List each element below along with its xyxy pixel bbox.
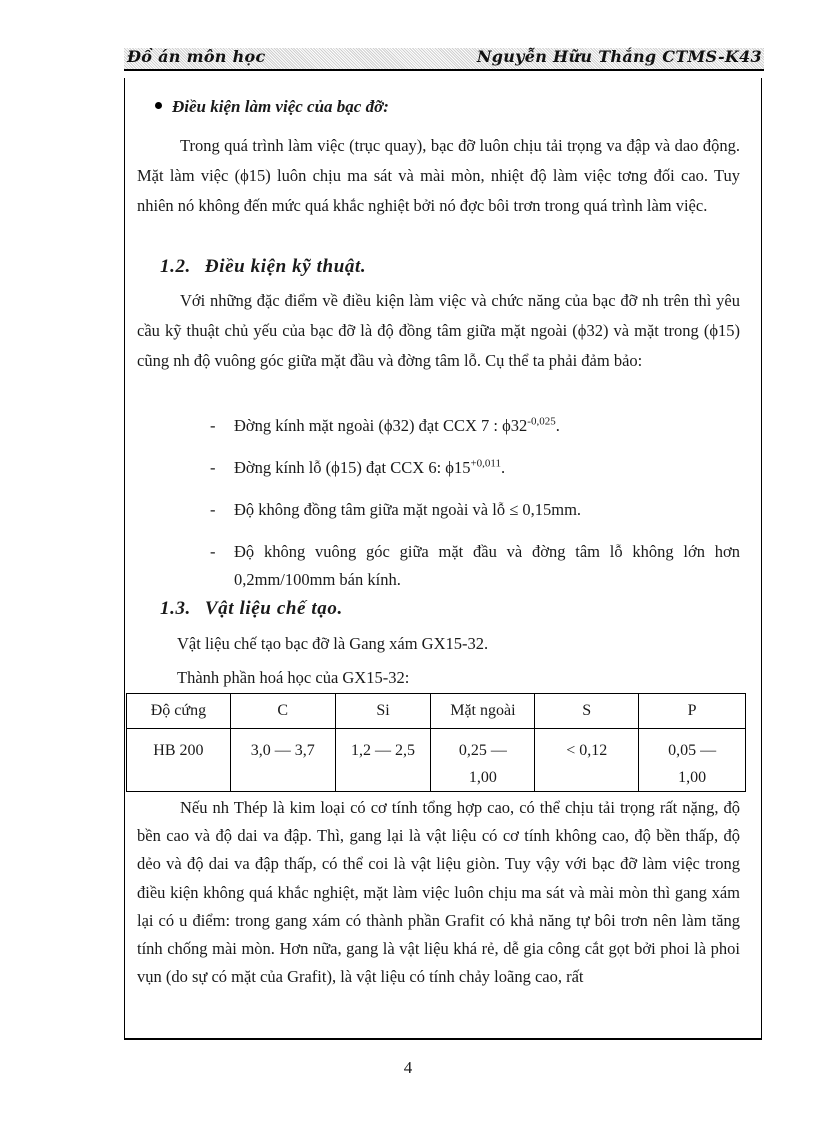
header-right: Nguyễn Hữu Thắng CTMS-K43 — [476, 47, 762, 66]
table-cell: 0,25 — 1,00 — [431, 729, 535, 792]
table-header-cell: Si — [335, 694, 431, 729]
list-item: - Độ không vuông góc giữa mặt đầu và đờng tâm lỗ không lớn hơn 0,2mm/100mm bán kính. — [210, 542, 740, 589]
table-header-cell: P — [639, 694, 746, 729]
section-1-2-heading — [160, 256, 366, 278]
bullet-heading-text: Điều kiện làm việc của bạc đỡ: — [172, 97, 389, 116]
section-title: Điều kiện kỹ thuật. — [204, 256, 367, 277]
material-line: Vật liệu chế tạo bạc đỡ là Gang xám GX15-32. — [177, 634, 489, 653]
list-item: - Đờng kính mặt ngoài (ϕ32) đạt CCX 7 : $\phi 32^{-0,025}$. — [210, 415, 560, 435]
paragraph-working-conditions: Trong quá trình làm việc (trục quay), bạc đỡ luôn chịu tải trọng va đập và dao động. Mặt làm việc (ϕ15) luôn chịu ma sát và mài mòn, nhiệt độ làm việc tơng đối cao. Tuy nhiên nó không đến mức quá khắc nghiệt bởi nó đợc bôi trơn trong quá trình làm việc. — [137, 136, 740, 215]
header-rule — [124, 69, 764, 71]
table-cell: < 0,12 — [535, 729, 639, 792]
bullet-icon — [155, 102, 162, 109]
section-title: Vật liệu chế tạo. — [204, 598, 343, 619]
bullet-heading — [155, 97, 389, 117]
table-header-cell: S — [535, 694, 639, 729]
table-header-row — [127, 694, 746, 729]
table-row — [127, 729, 746, 792]
paragraph-technical-requirements: Với những đặc điểm về điều kiện làm việc và chức năng của bạc đỡ nh trên thì yêu cầu kỹ thuật chủ yếu của bạc đỡ là độ đồng tâm giữa mặt ngoài (ϕ32) và mặt trong (ϕ15) cũng nh độ vuông góc giữa mặt đầu và đờng tâm lỗ. Cụ thể ta phải đảm bảo: — [137, 291, 740, 370]
list-item: - Đờng kính lỗ (ϕ15) đạt CCX 6: $\phi 15^{+0,011}$. — [210, 457, 506, 477]
list-item: - Độ không đồng tâm giữa mặt ngoài và lỗ ≤ 0,15mm. — [210, 500, 582, 519]
table-header-cell: Mặt ngoài — [431, 694, 535, 729]
table-cell: HB 200 — [127, 729, 231, 792]
table-header-cell: Độ cứng — [127, 694, 231, 729]
table-header-cell: C — [230, 694, 335, 729]
section-number: 1.3. — [160, 598, 191, 619]
table-cell: 1,2 — 2,5 — [335, 729, 431, 792]
composition-line: Thành phần hoá học của GX15-32: — [177, 668, 410, 687]
section-number: 1.2. — [160, 256, 191, 277]
paragraph-material-discussion: Nếu nh Thép là kim loại có cơ tính tổng hợp cao, có thể chịu tải trọng rất nặng, độ bền cao và độ dai va đập. Thì, gang lại là vật liệu có cơ tính không cao, độ bền thấp, độ dẻo và độ dai va đập thấp, có thể coi là vật liệu giòn. Tuy vậy với bạc đỡ làm việc trong điều kiện không quá khắc nghiệt, mặt làm việc luôn chịu ma sát và mài mòn thì gang xám lại có u điểm: trong gang xám có thành phần Grafit có khả năng tự bôi trơn nên làm tăng tính chống mài mòn. Hơn nữa, gang là vật liệu khá rẻ, dễ gia công cắt gọt bởi phoi là phoi vụn (do sự có mặt của Grafit), là vật liệu có tính chảy loãng cao, rất — [137, 798, 740, 987]
section-1-3-heading — [160, 598, 343, 620]
header-left: Đồ án môn học — [127, 47, 266, 66]
table-cell: 0,05 — 1,00 — [639, 729, 746, 792]
composition-table — [126, 693, 746, 792]
table-cell: 3,0 — 3,7 — [230, 729, 335, 792]
page-number: 4 — [403, 1058, 413, 1077]
